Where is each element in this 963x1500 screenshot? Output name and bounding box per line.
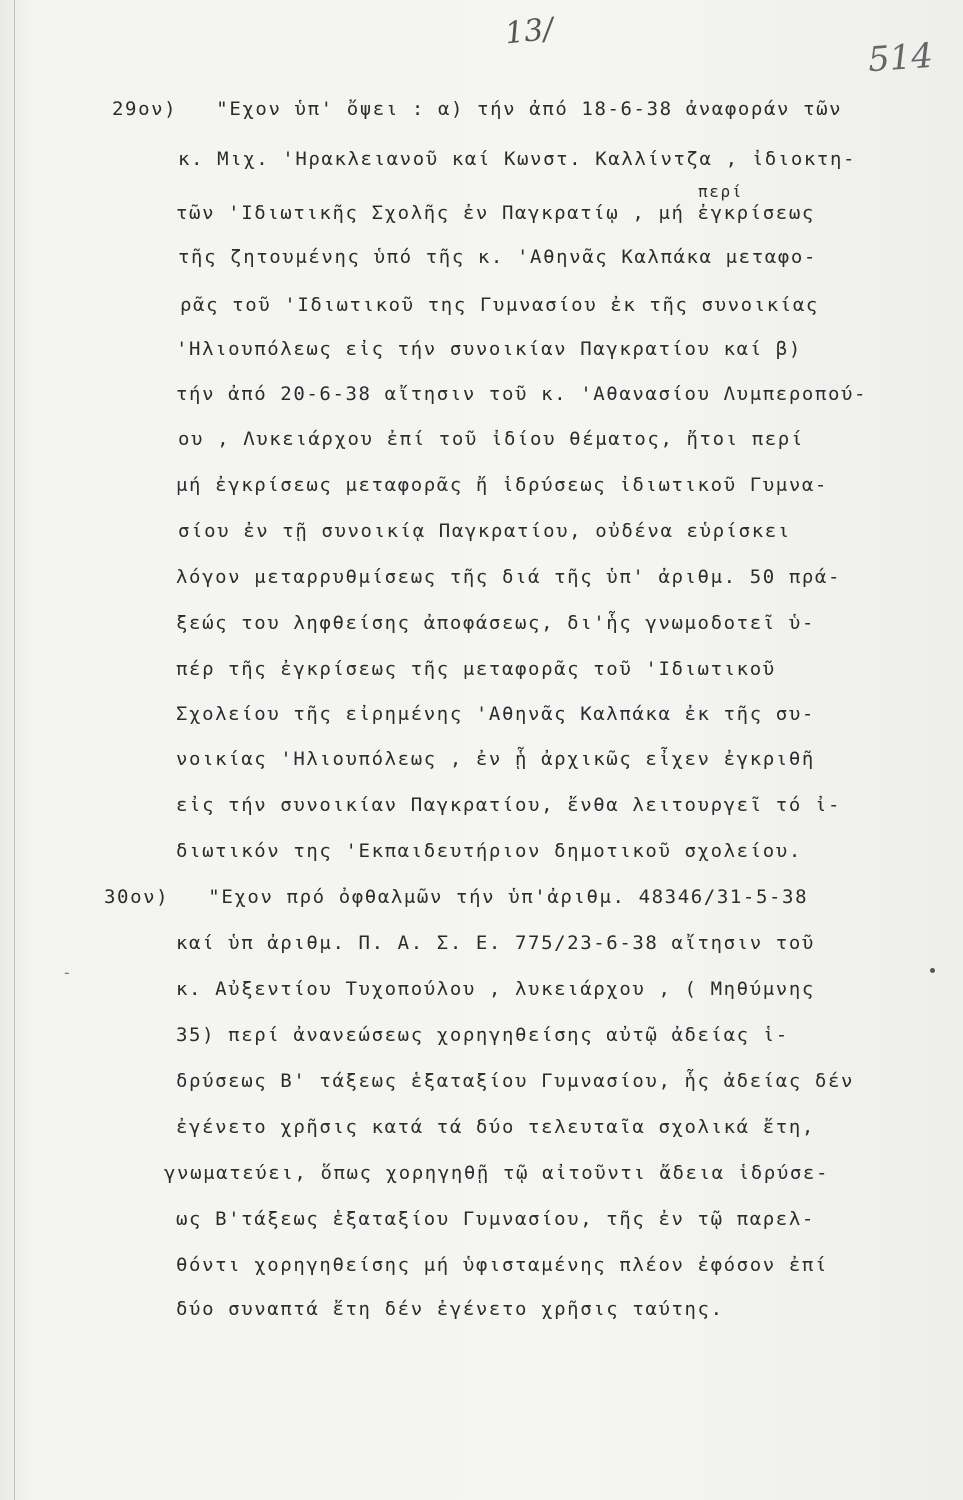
text-line: εἰς τήν συνοικίαν Παγκρατίου, ἔνθα λειτουργεῖ τό ἰ- [176, 794, 841, 816]
text-line: 29ον) "Εχον ὑπ' ὄψει : α) τήν ἀπό 18-6-38 ἀναφοράν τῶν [112, 98, 843, 120]
text-line: τῶν 'Ιδιωτικῆς Σχολῆς ἐν Παγκρατίῳ , μή ἐγκρίσεως [176, 202, 815, 224]
text-line: δρύσεως Β' τάξεως ἑξαταξίου Γυμνασίου, ἧς ἀδείας δέν [176, 1070, 855, 1092]
text-line: γνωματεύει, ὅπως χορηγηθῇ τῷ αἰτοῦντι ἄδεια ἱδρύσε- [164, 1162, 829, 1184]
text-line: τῆς ζητουμένης ὑπό τῆς κ. 'Αθηνᾶς Καλπάκα μεταφο- [178, 246, 817, 268]
text-line: θόντι χορηγηθείσης μή ὑφισταμένης πλέον ἐφόσον ἐπί [176, 1254, 828, 1276]
text-line: 30ον) "Εχον πρό ὀφθαλμῶν τήν ὑπ'ἀριθμ. 48346/31-5-38 [104, 886, 809, 908]
handwritten-folio-number: 514 [866, 35, 935, 81]
handwritten-page-mark: 13/ [503, 11, 555, 52]
interlinear-insertion: περί [698, 182, 743, 201]
text-line: κ. Αὐξεντίου Τυχοπούλου , λυκειάρχου , ( Μηθύμνης [176, 978, 815, 1000]
text-line: 35) περί ἀνανεώσεως χορηγηθείσης αὐτῷ ἀδείας ἱ- [176, 1024, 789, 1046]
text-line: ἐγένετο χρῆσις κατά τά δύο τελευταῖα σχολικά ἔτη, [176, 1116, 815, 1138]
text-line: τήν ἀπό 20-6-38 αἴτησιν τοῦ κ. 'Αθανασίου Λυμπεροπού- [176, 383, 868, 405]
text-line: ου , Λυκειάρχου ἐπί τοῦ ἰδίου θέματος, ἤτοι περί [178, 428, 804, 450]
margin-dot-mark [930, 968, 935, 973]
text-line: ξεώς του ληφθείσης ἀποφάσεως, δι'ἧς γνωμοδοτεῖ ὑ- [176, 612, 815, 634]
margin-dash-mark: - [62, 963, 72, 982]
text-line: μή ἐγκρίσεως μεταφορᾶς ἤ ἱδρύσεως ἰδιωτικοῦ Γυμνα- [176, 474, 828, 496]
text-line: λόγον μεταρρυθμίσεως τῆς διά τῆς ὑπ' ἀριθμ. 50 πρά- [176, 566, 841, 588]
text-line: δύο συναπτά ἔτη δέν ἐγένετο χρῆσις ταύτης. [176, 1298, 724, 1320]
text-line: κ. Μιχ. 'Ηρακλειανοῦ καί Κωνστ. Καλλίντζα , ἰδιοκτη- [178, 148, 857, 170]
text-line: διωτικόν της 'Εκπαιδευτήριον δημοτικοῦ σχολείου. [176, 840, 802, 862]
text-line: Σχολείου τῆς εἰρημένης 'Αθηνᾶς Καλπάκα ἐκ τῆς συ- [176, 703, 815, 725]
text-line: ως Β'τάξεως ἑξαταξίου Γυμνασίου, τῆς ἐν τῷ παρελ- [176, 1208, 815, 1230]
text-line: νοικίας 'Ηλιουπόλεως , ἐν ᾗ ἀρχικῶς εἶχεν ἐγκριθῆ [176, 748, 815, 770]
text-line: πέρ τῆς ἐγκρίσεως τῆς μεταφορᾶς τοῦ 'Ιδιωτικοῦ [176, 658, 776, 680]
text-line: 'Ηλιουπόλεως εἰς τήν συνοικίαν Παγκρατίου καί β) [176, 338, 802, 360]
text-line: καί ὑπ ἀριθμ. Π. Α. Σ. Ε. 775/23-6-38 αἴτησιν τοῦ [176, 932, 815, 954]
text-line: ρᾶς τοῦ 'Ιδιωτικοῦ της Γυμνασίου ἐκ τῆς συνοικίας [180, 294, 819, 316]
binding-edge [14, 0, 15, 1500]
text-line: σίου ἐν τῇ συνοικίᾳ Παγκρατίου, οὐδένα εὑρίσκει [178, 520, 791, 542]
